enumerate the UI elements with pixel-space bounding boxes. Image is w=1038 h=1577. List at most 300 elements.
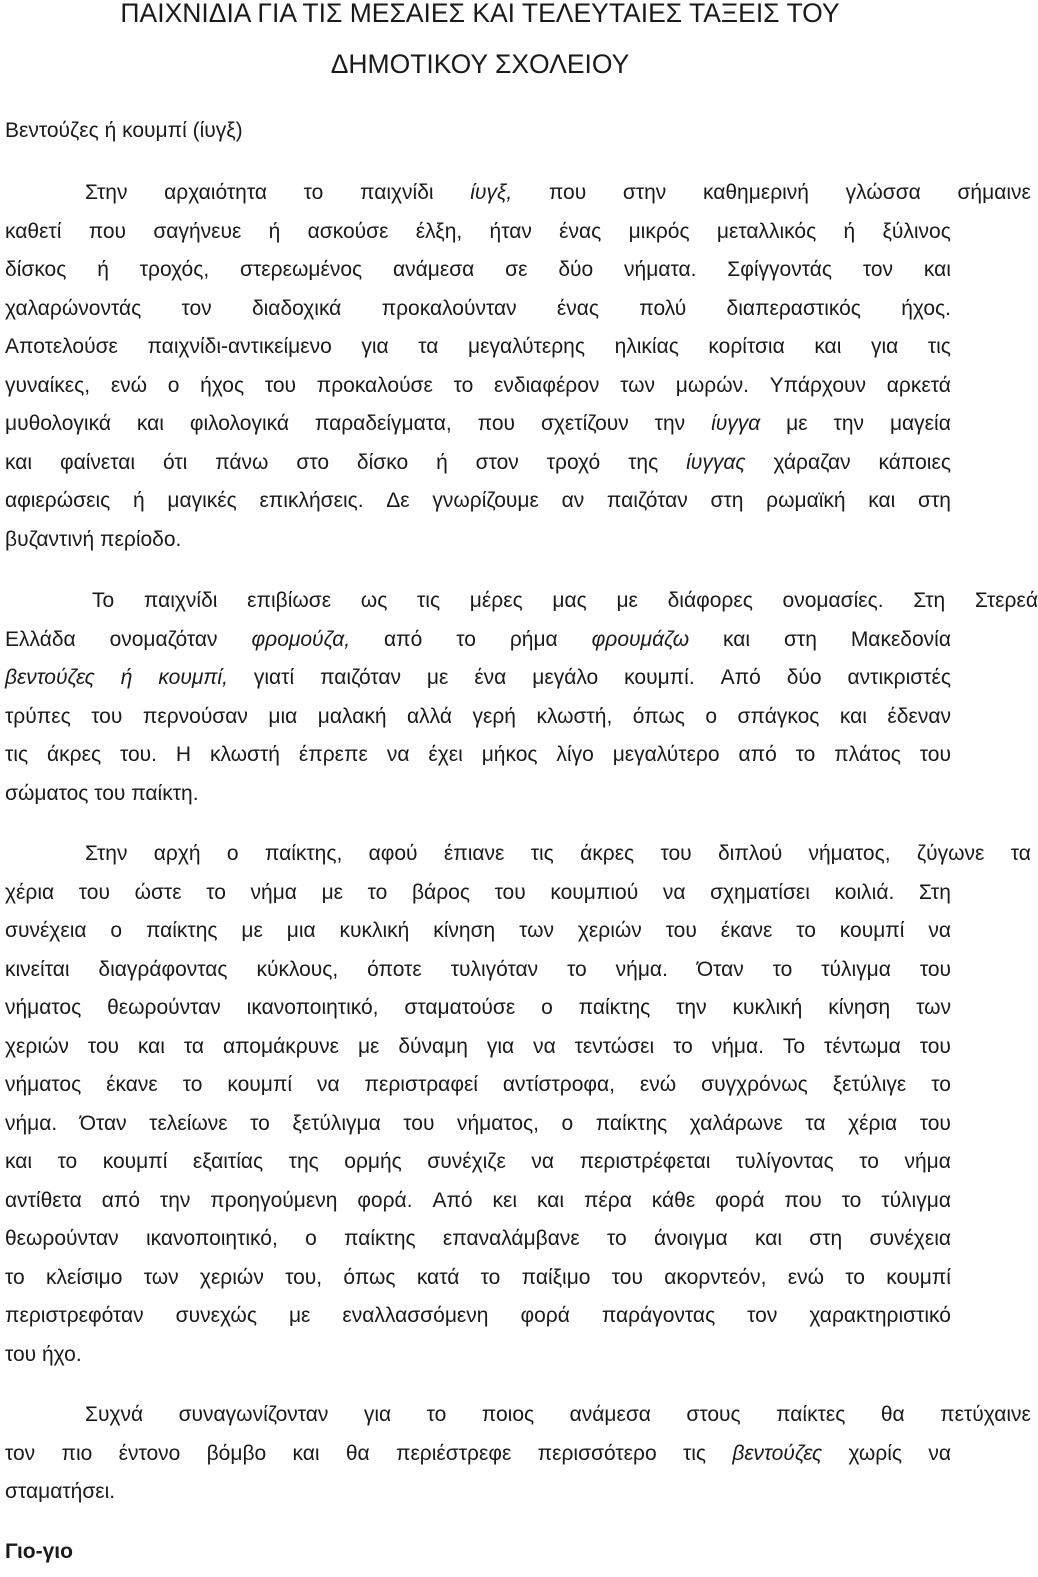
word: κάποιες	[878, 450, 951, 474]
word: ενδιαφέρον	[493, 373, 600, 397]
word: των	[143, 1265, 179, 1289]
word: και	[536, 1188, 565, 1212]
paragraph-4	[5, 1396, 1031, 1512]
word: κλωστή,	[536, 704, 613, 728]
word: παιχνίδι	[143, 589, 218, 612]
word: ρωμαϊκή	[766, 489, 846, 512]
paragraph-line	[5, 290, 951, 329]
word: τυλιγόταν	[450, 957, 539, 981]
word: τις	[682, 1441, 707, 1465]
word: τις	[530, 842, 554, 865]
word: παράγοντας	[601, 1304, 716, 1327]
word: ποιος	[481, 1403, 535, 1426]
word: επιβίωσε	[247, 589, 332, 612]
word: διαπεραστικός	[726, 296, 861, 320]
paragraph-line	[5, 1028, 951, 1067]
word: χεριών	[5, 1034, 69, 1058]
word: αν	[561, 489, 585, 512]
word: παιχνίδι	[360, 181, 434, 204]
word: ρήμα	[509, 627, 558, 651]
word: βεντούζες	[5, 666, 95, 689]
word: που	[548, 181, 587, 204]
word: κίνηση	[828, 996, 891, 1019]
word: ξετύλιγμα	[292, 1111, 381, 1135]
word: μωρών.	[675, 373, 749, 397]
word: κουμπί	[839, 919, 905, 942]
word: το	[845, 1265, 865, 1289]
word: του	[919, 957, 951, 981]
word: νήμα.	[615, 957, 668, 981]
word: ικανοποιητικό,	[246, 996, 379, 1019]
word: χαλάρωνε	[689, 1111, 783, 1135]
word: Στη	[918, 880, 951, 904]
word: πέρα	[583, 1188, 632, 1212]
word: φιλολογικά	[189, 412, 289, 435]
word: θα	[880, 1403, 905, 1426]
word: το	[367, 880, 388, 904]
word: έπιανε	[443, 842, 505, 865]
word: για	[870, 335, 899, 358]
word: νήματα.	[624, 258, 697, 281]
word: τελείωνε	[149, 1111, 228, 1135]
word: να	[533, 1034, 556, 1058]
word: τον	[181, 296, 212, 320]
word: ή	[436, 450, 448, 474]
word: που	[784, 1188, 822, 1212]
word: τις	[5, 743, 29, 766]
word: γερή	[472, 704, 516, 728]
document-title-line-1: ΠΑΙΧΝΙΔΙΑ ΓΙΑ ΤΙΣ ΜΕΣΑΙΕΣ ΚΑΙ ΤΕΛΕΥΤΑΙΕΣ ΤΑΞΕΙΣ ΤΟΥ	[120, 0, 840, 28]
word: του	[91, 704, 123, 728]
word: διαδοχικά	[251, 296, 342, 320]
word: τροχός,	[139, 258, 210, 281]
word: σχετίζουν	[540, 412, 629, 435]
word: στη	[918, 489, 951, 512]
word: Συχνά	[85, 1403, 144, 1426]
word: σαγήνευε	[153, 219, 242, 243]
word: κλείσιμο	[45, 1265, 123, 1289]
word: κατά	[416, 1265, 460, 1289]
word: και	[723, 627, 751, 651]
word: να	[386, 743, 410, 766]
word: διαγράφοντας	[98, 957, 228, 981]
word: του	[665, 919, 697, 942]
paragraph-line	[5, 1220, 951, 1259]
paragraph-2	[5, 582, 1038, 813]
word: στη	[783, 627, 817, 651]
word: αλλά	[407, 704, 452, 728]
word: τέντωμα	[824, 1034, 901, 1058]
word: Από	[720, 666, 761, 689]
word: το	[426, 1403, 447, 1426]
word: να	[928, 919, 951, 942]
word: ένα	[474, 666, 507, 689]
word: και	[923, 258, 951, 281]
paragraph-line	[5, 912, 951, 951]
word: μεγαλύτερης	[467, 335, 585, 358]
paragraph-line	[5, 367, 951, 406]
word: αντίστροφα,	[502, 1073, 615, 1096]
word: ξύλινος	[882, 219, 951, 243]
paragraph-line	[5, 1259, 951, 1298]
word: δύο	[558, 258, 594, 281]
word: του	[919, 743, 951, 766]
word: μεγάλο	[532, 666, 599, 689]
paragraph-line	[5, 174, 1031, 213]
word: την	[676, 996, 707, 1019]
word: χέρια	[5, 880, 55, 904]
word: Όταν	[696, 957, 744, 981]
word: σταματούσε	[404, 996, 516, 1019]
word: το	[795, 743, 816, 766]
word: βάρος	[411, 880, 470, 904]
word: στην	[622, 181, 667, 204]
word: το	[480, 1265, 501, 1289]
word: ο	[167, 373, 180, 397]
word: το	[303, 181, 324, 204]
word: τα	[183, 1034, 205, 1058]
document-title-line-2: ΔΗΜΟΤΙΚΟΥ ΣΧΟΛΕΙΟΥ	[330, 49, 630, 79]
word: προκαλούσε	[316, 373, 433, 397]
word: νήματος	[5, 1073, 82, 1096]
word: του.	[119, 743, 157, 766]
word: αφιερώσεις	[5, 489, 111, 512]
word: για	[363, 1403, 392, 1426]
word: το	[796, 919, 816, 942]
word: τις	[417, 589, 441, 612]
word: το	[5, 1265, 25, 1289]
word: βόμβο	[206, 1441, 267, 1465]
word: αρχή	[153, 842, 201, 865]
word: ηλικίας	[614, 335, 679, 358]
word: τύλιγμα	[881, 1188, 951, 1212]
word: με	[616, 589, 638, 612]
word: ορμής	[344, 1150, 402, 1173]
word: σε	[505, 258, 528, 281]
word: στο	[296, 450, 329, 474]
word: παιζόταν	[320, 666, 401, 689]
word: τις	[927, 335, 951, 358]
word: της	[628, 450, 659, 474]
word: Όταν	[79, 1111, 127, 1135]
word: να	[928, 1441, 951, 1465]
word: φορά	[520, 1304, 570, 1327]
word: περιστρεφόταν	[5, 1304, 144, 1327]
word: Από	[432, 1188, 473, 1212]
paragraph-line	[5, 582, 1038, 621]
word: πιο	[61, 1441, 93, 1465]
word: Δε	[386, 489, 410, 512]
word: όποτε	[367, 957, 422, 981]
word: μια	[268, 704, 298, 728]
word: όπως	[632, 704, 685, 728]
word: ένας	[556, 296, 599, 320]
word: παίκτης	[145, 919, 218, 942]
word: να	[531, 1150, 555, 1173]
word: λίγο	[556, 743, 594, 766]
word: χεριών	[577, 919, 642, 942]
word: αντίθετα	[5, 1188, 82, 1212]
word: κουμπί,	[158, 666, 228, 689]
word: άκρες	[580, 842, 635, 865]
word: έλξη,	[415, 219, 463, 243]
paragraph-1	[5, 174, 1031, 559]
word: του	[264, 373, 296, 397]
word: διάφορες	[667, 589, 753, 612]
word: φαίνεται	[59, 450, 136, 474]
word: ή	[97, 258, 109, 281]
word: τον	[747, 1304, 778, 1327]
word: ο	[110, 919, 123, 942]
word: ένας	[559, 219, 602, 243]
word: και	[868, 489, 896, 512]
word: παίκτης,	[264, 842, 343, 865]
word: και	[137, 1034, 165, 1058]
word: ξετύλιγε	[832, 1073, 907, 1096]
word: το	[453, 373, 474, 397]
paragraph-line	[5, 1182, 951, 1221]
word: Το	[92, 589, 115, 612]
word: ενώ	[110, 373, 148, 397]
word: ή	[843, 219, 856, 243]
word: τεντώσει	[574, 1034, 655, 1058]
word: Η	[175, 743, 192, 766]
word: το	[607, 1227, 627, 1250]
word: για	[486, 1034, 515, 1058]
word: των	[916, 996, 951, 1019]
word: επαναλάμβανε	[442, 1227, 580, 1250]
word: ανάμεσα	[392, 258, 475, 281]
word: και	[754, 1227, 783, 1250]
word: κουμπί	[886, 1265, 951, 1289]
word: το	[841, 1188, 862, 1212]
word: ο	[541, 996, 553, 1019]
word: παίκτης	[344, 1227, 416, 1250]
word: να	[662, 880, 686, 904]
word: ο	[561, 1111, 574, 1135]
word: περιστραφεί	[364, 1073, 478, 1096]
word: αρχαιότητα	[164, 181, 267, 204]
word: μαγικές	[167, 489, 237, 512]
word: νήμα	[904, 1150, 951, 1173]
paragraph-line	[5, 1297, 951, 1336]
word: ως	[360, 589, 388, 612]
word: με	[357, 1034, 380, 1058]
paragraph-line	[5, 213, 951, 252]
word: Αποτελούσε	[5, 335, 118, 358]
word: νήματος,	[808, 842, 891, 865]
word: παραδείγματα,	[314, 412, 452, 435]
word: ο	[305, 1227, 317, 1250]
word: εναλλασσόμενη	[342, 1304, 489, 1327]
word: φορά	[715, 1188, 765, 1212]
word: το	[57, 1150, 78, 1173]
word: με	[241, 919, 263, 942]
word: παιχνίδι-αντικείμενο	[147, 335, 332, 358]
word: πολύ	[639, 296, 687, 320]
word: προκαλούνταν	[381, 296, 517, 320]
word: τροχό	[546, 450, 601, 474]
word: να	[316, 1073, 340, 1096]
word: Ελλάδα	[5, 627, 76, 651]
word: από	[738, 743, 777, 766]
word: το	[250, 1111, 270, 1135]
word: ήχος	[200, 373, 245, 397]
word: κάθε	[651, 1188, 696, 1212]
word: του	[494, 880, 526, 904]
word: σήμαινε	[957, 181, 1031, 204]
word: μαλακή	[317, 704, 387, 728]
paragraph-line	[5, 1105, 951, 1144]
word: γνωρίζουμε	[432, 489, 539, 512]
word: κει	[492, 1188, 518, 1212]
word: έδεναν	[887, 704, 951, 728]
paragraph-line: του ήχο.	[5, 1342, 82, 1366]
word: γυναίκες,	[5, 373, 91, 397]
word: έκανε	[720, 919, 773, 942]
word: εξαιτίας	[192, 1150, 264, 1173]
word: ονομαζόταν	[109, 627, 218, 651]
word: Το	[782, 1034, 806, 1058]
word: αφού	[368, 842, 418, 865]
paragraph-line	[5, 1396, 1031, 1435]
paragraph-line: σταματήσει.	[5, 1480, 116, 1503]
word: αντικριστές	[847, 666, 951, 689]
paragraph-line	[5, 444, 951, 483]
word: πετύχαινε	[940, 1403, 1031, 1426]
word: του	[660, 842, 692, 865]
paragraph-line: βυζαντινή περίοδο.	[5, 527, 182, 551]
word: τον	[5, 1441, 36, 1465]
word: μέρες	[469, 589, 523, 612]
word: της	[288, 1150, 319, 1173]
word: την	[159, 1188, 191, 1212]
word: Στερεά	[974, 589, 1038, 612]
word: δίσκο	[356, 450, 409, 474]
word: απομάκρυνε	[222, 1034, 340, 1058]
word: τον	[862, 258, 894, 281]
word: και	[5, 1150, 33, 1173]
paragraph-line: σώματος του παίκτη.	[5, 781, 199, 805]
word: του	[78, 880, 110, 904]
word: κυκλική	[732, 996, 803, 1019]
word: ακορντεόν,	[664, 1265, 767, 1289]
word: πλάτος	[834, 743, 901, 766]
word: περνούσαν	[142, 704, 248, 728]
word: παίκτης	[578, 996, 651, 1019]
word: φρουμάζω	[591, 627, 690, 651]
paragraph-line	[5, 1066, 951, 1105]
word: προηγούμενη	[210, 1188, 338, 1212]
word: μήκος	[481, 743, 538, 766]
word: ικανοποιητικό,	[145, 1227, 278, 1250]
word: του	[611, 1265, 643, 1289]
word: Στη	[913, 589, 946, 612]
word: συνέχεια	[5, 919, 87, 942]
word: χέρια	[848, 1111, 898, 1135]
word: παίξιμο	[521, 1265, 591, 1289]
word: κουμπί	[102, 1150, 168, 1173]
word: το	[772, 957, 793, 981]
word: τα	[418, 335, 439, 358]
word: καθημερινή	[702, 181, 809, 204]
word: περιστρέφεται	[579, 1150, 711, 1173]
word: τρύπες	[5, 704, 71, 728]
word: χαλαρώνοντάς	[5, 296, 142, 320]
word: νήματος,	[456, 1111, 539, 1135]
word: θα	[345, 1441, 370, 1465]
section-heading: Βεντούζες ή κουμπί (ίυγξ)	[5, 119, 243, 142]
word: και	[839, 704, 867, 728]
word: Στην	[85, 842, 128, 865]
paragraph-line	[5, 736, 951, 775]
word: και	[136, 412, 164, 435]
word: μεταλλικός	[716, 219, 817, 243]
word: νήμα	[250, 880, 297, 904]
word: του	[403, 1111, 435, 1135]
word: σχηματίσει	[710, 880, 810, 904]
word: νήμα.	[711, 1034, 764, 1058]
paragraph-line	[5, 1435, 951, 1474]
word: δύναμη	[398, 1034, 468, 1058]
word: το	[182, 1073, 203, 1096]
word: ίυγγας	[686, 450, 746, 474]
word: το	[673, 1034, 693, 1058]
word: και	[292, 1441, 320, 1465]
word: ή	[132, 489, 145, 512]
paragraph-line	[5, 989, 951, 1028]
word: το	[859, 1150, 879, 1173]
word: με	[321, 880, 344, 904]
word: την	[833, 412, 865, 435]
word: δίσκος	[5, 258, 67, 281]
word: στη	[809, 1227, 843, 1250]
word: ότι	[162, 450, 188, 474]
word: έντονο	[118, 1441, 181, 1465]
word: πάνω	[215, 450, 269, 474]
paragraph-line	[5, 835, 1031, 874]
word: Σφίγγοντάς	[727, 258, 832, 281]
word: κορίτσια	[708, 335, 785, 358]
word: αρκετά	[886, 373, 951, 397]
word: μυθολογικά	[5, 412, 111, 435]
word: γλώσσα	[845, 181, 921, 204]
word: κουμπί.	[624, 666, 695, 689]
word: ήχος.	[901, 296, 951, 320]
word: στη	[710, 489, 744, 512]
word: μεγαλύτερο	[612, 743, 720, 766]
paragraph-line	[5, 482, 951, 521]
word: Στην	[85, 181, 128, 204]
word: των	[519, 919, 555, 942]
word: παίκτες	[776, 1403, 846, 1426]
word: ήταν	[489, 219, 532, 243]
word: που	[477, 412, 516, 435]
word: συγχρόνως	[701, 1073, 808, 1096]
word: στερεωμένος	[240, 258, 363, 281]
word: κοιλιά.	[834, 880, 895, 904]
word: από	[384, 627, 423, 651]
word: χωρίς	[848, 1441, 903, 1465]
word: περισσότερο	[537, 1441, 657, 1465]
word: το	[567, 957, 587, 981]
paragraph-line	[5, 698, 951, 737]
word: σπάγκος	[737, 704, 820, 728]
word: παιζόταν	[606, 489, 688, 512]
word: του	[87, 1034, 119, 1058]
word: καθετί	[5, 219, 62, 243]
word: όπως	[343, 1265, 396, 1289]
